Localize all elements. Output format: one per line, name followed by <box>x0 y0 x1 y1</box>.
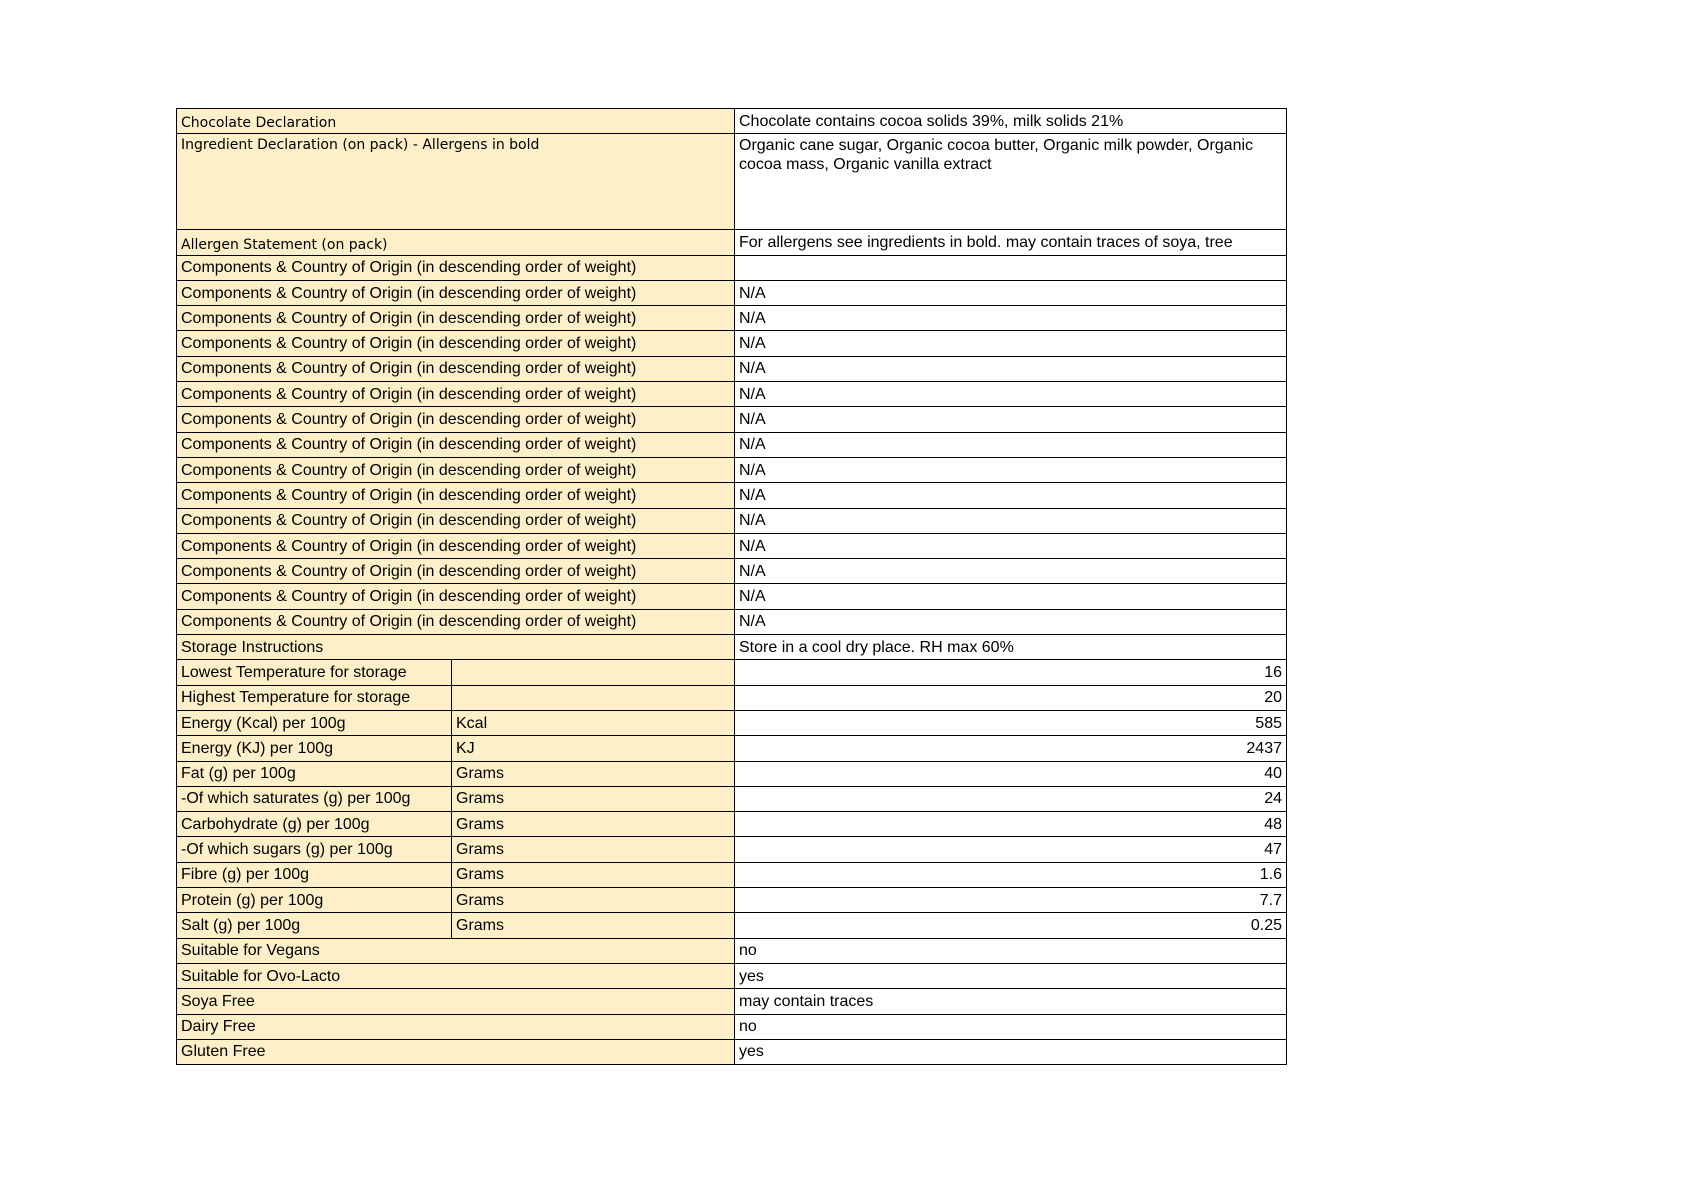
nutrition-unit: Grams <box>452 812 735 837</box>
components-origin-value: N/A <box>735 331 1287 356</box>
nutrition-value: 16 <box>735 660 1287 685</box>
ingredient-declaration-label: Ingredient Declaration (on pack) - Allergens in bold <box>177 134 735 230</box>
nutrition-label: Carbohydrate (g) per 100g <box>177 812 452 837</box>
table-row <box>177 584 1287 609</box>
table-row <box>177 483 1287 508</box>
suitability-value: may contain traces <box>735 989 1287 1014</box>
table-row <box>177 710 1287 735</box>
components-origin-label: Components & Country of Origin (in descending order of weight) <box>177 432 735 457</box>
components-origin-label: Components & Country of Origin (in descending order of weight) <box>177 382 735 407</box>
components-origin-label: Components & Country of Origin (in descending order of weight) <box>177 331 735 356</box>
nutrition-value: 20 <box>735 685 1287 710</box>
components-origin-value: N/A <box>735 382 1287 407</box>
table-row <box>177 761 1287 786</box>
components-origin-value: N/A <box>735 356 1287 381</box>
table-row <box>177 508 1287 533</box>
allergen-statement-value: For allergens see ingredients in bold. may contain traces of soya, tree <box>735 230 1287 255</box>
nutrition-value: 1.6 <box>735 862 1287 887</box>
nutrition-unit <box>452 685 735 710</box>
table-row <box>177 559 1287 584</box>
suitability-label: Gluten Free <box>177 1039 735 1064</box>
nutrition-value: 47 <box>735 837 1287 862</box>
components-origin-value: N/A <box>735 306 1287 331</box>
components-origin-label: Components & Country of Origin (in descending order of weight) <box>177 584 735 609</box>
components-origin-label: Components & Country of Origin (in descending order of weight) <box>177 407 735 432</box>
components-origin-label: Components & Country of Origin (in descending order of weight) <box>177 508 735 533</box>
nutrition-unit: Grams <box>452 888 735 913</box>
components-origin-value: N/A <box>735 483 1287 508</box>
nutrition-unit: Kcal <box>452 710 735 735</box>
suitability-value: yes <box>735 963 1287 988</box>
nutrition-label: -Of which sugars (g) per 100g <box>177 837 452 862</box>
nutrition-label: Protein (g) per 100g <box>177 888 452 913</box>
table-row <box>177 230 1287 255</box>
nutrition-label: Fibre (g) per 100g <box>177 862 452 887</box>
nutrition-value: 48 <box>735 812 1287 837</box>
nutrition-label: -Of which saturates (g) per 100g <box>177 786 452 811</box>
chocolate-declaration-value: Chocolate contains cocoa solids 39%, milk solids 21% <box>735 109 1287 134</box>
components-origin-label: Components & Country of Origin (in descending order of weight) <box>177 457 735 482</box>
components-origin-label: Components & Country of Origin (in descending order of weight) <box>177 306 735 331</box>
product-spec-table <box>176 108 1287 1065</box>
nutrition-label: Highest Temperature for storage <box>177 685 452 710</box>
table-row <box>177 407 1287 432</box>
table-row <box>177 913 1287 938</box>
suitability-value: no <box>735 938 1287 963</box>
table-row <box>177 432 1287 457</box>
table-row <box>177 533 1287 558</box>
allergen-statement-label: Allergen Statement (on pack) <box>177 230 735 255</box>
nutrition-unit: Grams <box>452 786 735 811</box>
nutrition-label: Lowest Temperature for storage <box>177 660 452 685</box>
nutrition-value: 40 <box>735 761 1287 786</box>
suitability-value: no <box>735 1014 1287 1039</box>
table-row <box>177 1014 1287 1039</box>
chocolate-declaration-label: Chocolate Declaration <box>177 109 735 134</box>
table-row <box>177 786 1287 811</box>
table-row <box>177 134 1287 230</box>
table-row <box>177 812 1287 837</box>
components-origin-label: Components & Country of Origin (in descending order of weight) <box>177 483 735 508</box>
nutrition-unit: Grams <box>452 862 735 887</box>
nutrition-value: 7.7 <box>735 888 1287 913</box>
suitability-label: Suitable for Vegans <box>177 938 735 963</box>
nutrition-unit <box>452 660 735 685</box>
storage-instructions-label: Storage Instructions <box>177 635 735 660</box>
nutrition-value: 585 <box>735 710 1287 735</box>
nutrition-value: 24 <box>735 786 1287 811</box>
table-row <box>177 963 1287 988</box>
suitability-value: yes <box>735 1039 1287 1064</box>
table-row <box>177 306 1287 331</box>
table-row <box>177 660 1287 685</box>
nutrition-label: Energy (KJ) per 100g <box>177 736 452 761</box>
table-row <box>177 280 1287 305</box>
storage-instructions-value: Store in a cool dry place. RH max 60% <box>735 635 1287 660</box>
components-origin-value: N/A <box>735 609 1287 634</box>
suitability-label: Dairy Free <box>177 1014 735 1039</box>
components-origin-label: Components & Country of Origin (in descending order of weight) <box>177 533 735 558</box>
nutrition-unit: Grams <box>452 913 735 938</box>
table-row <box>177 356 1287 381</box>
nutrition-label: Salt (g) per 100g <box>177 913 452 938</box>
components-origin-value: N/A <box>735 280 1287 305</box>
nutrition-unit: Grams <box>452 837 735 862</box>
ingredient-declaration-value: Organic cane sugar, Organic cocoa butter, Organic milk powder, Organic cocoa mass, Organic vanilla extract <box>735 134 1287 230</box>
nutrition-unit: KJ <box>452 736 735 761</box>
components-origin-value: N/A <box>735 533 1287 558</box>
components-origin-value: N/A <box>735 584 1287 609</box>
components-origin-value: N/A <box>735 457 1287 482</box>
table-row <box>177 609 1287 634</box>
nutrition-unit: Grams <box>452 761 735 786</box>
components-origin-value: N/A <box>735 508 1287 533</box>
suitability-label: Soya Free <box>177 989 735 1014</box>
components-origin-value: N/A <box>735 559 1287 584</box>
components-origin-value: N/A <box>735 407 1287 432</box>
table-row <box>177 837 1287 862</box>
components-origin-label: Components & Country of Origin (in descending order of weight) <box>177 559 735 584</box>
table-row <box>177 862 1287 887</box>
table-row <box>177 989 1287 1014</box>
components-origin-value: N/A <box>735 432 1287 457</box>
table-row <box>177 331 1287 356</box>
nutrition-value: 0.25 <box>735 913 1287 938</box>
nutrition-value: 2437 <box>735 736 1287 761</box>
table-row <box>177 888 1287 913</box>
suitability-label: Suitable for Ovo-Lacto <box>177 963 735 988</box>
table-row <box>177 1039 1287 1064</box>
components-origin-label: Components & Country of Origin (in descending order of weight) <box>177 280 735 305</box>
components-origin-label: Components & Country of Origin (in descending order of weight) <box>177 609 735 634</box>
nutrition-label: Energy (Kcal) per 100g <box>177 710 452 735</box>
table-row <box>177 736 1287 761</box>
table-row <box>177 109 1287 134</box>
nutrition-label: Fat (g) per 100g <box>177 761 452 786</box>
table-row <box>177 382 1287 407</box>
table-row <box>177 685 1287 710</box>
components-origin-value <box>735 255 1287 280</box>
table-row <box>177 255 1287 280</box>
components-origin-label: Components & Country of Origin (in descending order of weight) <box>177 356 735 381</box>
components-origin-label: Components & Country of Origin (in descending order of weight) <box>177 255 735 280</box>
table-row <box>177 635 1287 660</box>
table-row <box>177 457 1287 482</box>
table-row <box>177 938 1287 963</box>
